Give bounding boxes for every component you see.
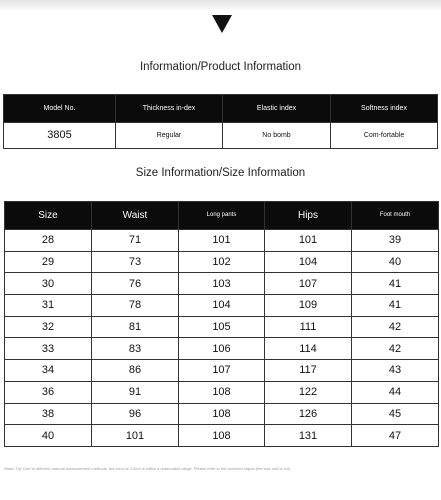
table-row	[5, 425, 439, 447]
size-header-foot-mouth: Foot mouth	[352, 202, 439, 230]
footnote: Warm Tip: Due to different manual measurement methods, the error of 2-3cm is within a reasonable range. Please refer to the received object (the size unit is cm)	[4, 466, 291, 471]
table-row	[5, 338, 439, 360]
hips-cell: 101	[265, 230, 352, 252]
size-header-hips: Hips	[265, 202, 352, 230]
table-row	[5, 295, 439, 317]
length-cell: 107	[179, 360, 265, 382]
foot-mouth-cell: 40	[352, 251, 439, 273]
size-info-title: Size Information/Size Information	[135, 167, 306, 179]
waist-cell: 86	[92, 360, 179, 382]
length-cell: 102	[179, 251, 265, 273]
length-cell: 108	[179, 403, 265, 425]
table-row	[5, 403, 439, 425]
waist-cell: 81	[92, 316, 179, 338]
foot-mouth-cell: 39	[352, 230, 439, 252]
hips-cell: 131	[265, 425, 352, 447]
waist-cell: 78	[92, 295, 179, 317]
hips-cell: 107	[265, 273, 352, 295]
waist-cell: 91	[92, 381, 179, 403]
size-table	[4, 201, 439, 447]
size-cell: 36	[5, 381, 92, 403]
product-info-title: Information/Product Information	[139, 61, 302, 73]
size-cell: 33	[5, 338, 92, 360]
hips-cell: 114	[265, 338, 352, 360]
hips-cell: 111	[265, 316, 352, 338]
info-header-row	[4, 95, 438, 123]
hips-cell: 109	[265, 295, 352, 317]
hips-cell: 122	[265, 381, 352, 403]
table-row	[5, 230, 439, 252]
product-info-table	[3, 94, 438, 149]
info-header-elastic: Elastic index	[223, 95, 331, 123]
length-cell: 108	[179, 425, 265, 447]
info-header-model: Model No.	[4, 95, 116, 123]
waist-cell: 101	[92, 425, 179, 447]
table-row	[5, 273, 439, 295]
info-header-softness: Softness index	[331, 95, 438, 123]
waist-cell: 83	[92, 338, 179, 360]
foot-mouth-cell: 42	[352, 338, 439, 360]
table-row	[5, 360, 439, 382]
size-cell: 34	[5, 360, 92, 382]
hips-cell: 117	[265, 360, 352, 382]
waist-cell: 73	[92, 251, 179, 273]
size-header-size: Size	[5, 202, 92, 230]
length-cell: 103	[179, 273, 265, 295]
foot-mouth-cell: 42	[352, 316, 439, 338]
down-arrow-icon	[212, 15, 232, 33]
size-cell: 32	[5, 316, 92, 338]
size-cell: 38	[5, 403, 92, 425]
table-row	[5, 251, 439, 273]
size-header-waist: Waist	[92, 202, 179, 230]
hips-cell: 104	[265, 251, 352, 273]
foot-mouth-cell: 44	[352, 381, 439, 403]
foot-mouth-cell: 47	[352, 425, 439, 447]
size-cell: 31	[5, 295, 92, 317]
waist-cell: 76	[92, 273, 179, 295]
length-cell: 106	[179, 338, 265, 360]
info-softness-value: Com-fortable	[331, 123, 438, 149]
waist-cell: 96	[92, 403, 179, 425]
info-elastic-value: No bomb	[223, 123, 331, 149]
length-cell: 104	[179, 295, 265, 317]
hips-cell: 126	[265, 403, 352, 425]
foot-mouth-cell: 43	[352, 360, 439, 382]
size-cell: 30	[5, 273, 92, 295]
length-cell: 108	[179, 381, 265, 403]
size-header-row	[5, 202, 439, 230]
length-cell: 101	[179, 230, 265, 252]
size-cell: 40	[5, 425, 92, 447]
info-model-value: 3805	[4, 123, 116, 149]
size-header-long-pants: Long pants	[179, 202, 265, 230]
foot-mouth-cell: 41	[352, 295, 439, 317]
size-cell: 29	[5, 251, 92, 273]
info-thickness-value: Regular	[116, 123, 223, 149]
size-cell: 28	[5, 230, 92, 252]
table-row	[5, 381, 439, 403]
info-header-thickness: Thickness in-dex	[116, 95, 223, 123]
waist-cell: 71	[92, 230, 179, 252]
length-cell: 105	[179, 316, 265, 338]
table-row	[5, 316, 439, 338]
foot-mouth-cell: 45	[352, 403, 439, 425]
top-fade	[0, 0, 441, 12]
foot-mouth-cell: 41	[352, 273, 439, 295]
info-row	[4, 123, 438, 149]
